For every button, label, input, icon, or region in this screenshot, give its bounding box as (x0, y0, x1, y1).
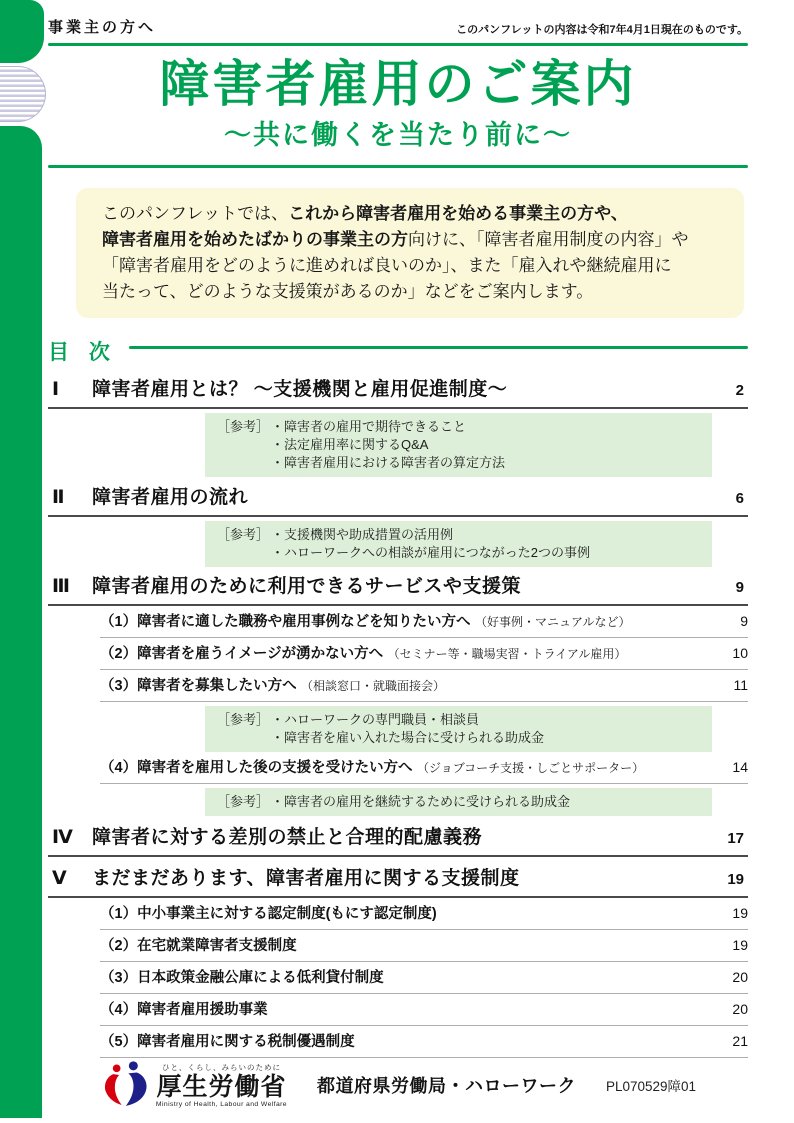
toc-sub-label: （3）障害者を募集したい方へ (100, 678, 297, 694)
toc-numeral: Ⅰ (52, 379, 60, 400)
spine-tab-green (0, 0, 44, 63)
date-note: このパンフレットの内容は令和7年4月1日現在のものです。 (456, 24, 748, 36)
intro-text: 向けに、「障害者雇用制度の内容」や (408, 230, 689, 249)
reference-label: ［参考］ (217, 712, 270, 727)
toc-page-number: 19 (732, 905, 748, 921)
header-rule (48, 43, 748, 46)
intro-text: 当たって、どのような支援策があるのか」などをご案内します。 (102, 282, 594, 301)
toc-title: 障害者に対する差別の禁止と合理的配慮義務 (92, 827, 483, 848)
toc-subitem-3-2[interactable] (100, 644, 748, 670)
intro-text-bold: 障害者雇用を始めたばかりの事業主の方 (102, 230, 408, 249)
toc-title: まだまだあります、障害者雇用に関する支援制度 (92, 868, 520, 889)
toc-page-number: 9 (735, 579, 744, 596)
toc-heading-rule (129, 346, 748, 349)
toc-heading-row (48, 336, 748, 366)
reference-box (205, 413, 712, 477)
intro-text: このパンフレットでは、 (102, 204, 289, 223)
toc-sub-label: （1）中小事業主に対する認定制度(もにす認定制度) (100, 906, 437, 922)
intro-text-bold: これから障害者雇用を始める事業主の方や、 (288, 204, 628, 223)
toc-numeral: Ⅲ (52, 576, 70, 597)
toc-item-4[interactable] (48, 826, 748, 857)
toc-sub-label: （4）障害者雇用援助事業 (100, 1002, 268, 1018)
reference-label: ［参考］ (217, 794, 270, 809)
toc-title: 障害者雇用のために利用できるサービスや支援策 (92, 576, 522, 597)
toc-page-number: 14 (732, 759, 748, 775)
spine-tab-striped (0, 66, 46, 122)
mhlw-logo-icon (100, 1060, 150, 1110)
mhlw-logo-text (156, 1062, 287, 1108)
reference-box (205, 521, 712, 567)
toc-item-2[interactable] (48, 486, 748, 517)
reference-label: ［参考］ (217, 419, 270, 434)
toc-numeral: Ⅳ (52, 827, 73, 848)
toc-page-number: 9 (740, 613, 748, 629)
toc-title: 障害者雇用の流れ (92, 487, 249, 508)
toc-subitem-5-4[interactable] (100, 1000, 748, 1026)
toc-page-number: 2 (735, 382, 744, 399)
reference-box (205, 788, 712, 816)
toc-sub-label: （4）障害者を雇用した後の支援を受けたい方へ (100, 760, 413, 776)
toc-subitem-5-1[interactable] (100, 904, 748, 930)
labor-bureau-label: 都道府県労働局・ハローワーク (316, 1076, 576, 1096)
audience-label: 事業主の方へ (48, 19, 157, 36)
toc-subitem-3-1[interactable] (100, 612, 748, 638)
toc-page-number: 20 (732, 969, 748, 985)
toc-subitem-5-3[interactable] (100, 968, 748, 994)
reference-box (205, 706, 712, 752)
toc-item-1[interactable] (48, 378, 748, 409)
reference-line: ・支援機関や助成措置の活用例 (271, 527, 454, 542)
toc-item-3[interactable] (48, 575, 748, 606)
reference-label: ［参考］ (217, 527, 270, 542)
toc-page-number: 11 (733, 677, 748, 693)
page-title: 障害者雇用のご案内 (159, 56, 637, 112)
reference-line: ・法定雇用率に関するQ&A (271, 437, 429, 452)
toc-sub-label: （5）障害者雇用に関する税制優遇制度 (100, 1034, 355, 1050)
mhlw-name: 厚生労働省 (156, 1073, 287, 1101)
mhlw-name-en: Ministry of Health, Labour and Welfare (155, 1101, 287, 1108)
toc-numeral: Ⅴ (52, 868, 67, 889)
mhlw-logo (100, 1060, 287, 1110)
toc-sub-note: （ジョブコーチ支援・しごとサポーター） (417, 761, 645, 775)
toc-sub-note: （好事例・マニュアルなど） (475, 615, 631, 629)
reference-line: ・障害者の雇用で期待できること (271, 419, 467, 434)
reference-line: ・障害者雇用における障害者の算定方法 (271, 455, 506, 470)
reference-line: ・ハローワークへの相談が雇用につながった2つの事例 (271, 545, 590, 560)
toc-page-number: 10 (732, 645, 748, 661)
toc-sub-label: （3）日本政策金融公庫による低利貸付制度 (100, 970, 384, 986)
toc-page-number: 19 (727, 871, 744, 888)
toc-page-number: 17 (727, 830, 744, 847)
toc-page-number: 6 (735, 490, 744, 507)
toc-sub-label: （2）障害者を雇うイメージが湧かない方へ (100, 646, 384, 662)
page-header (48, 0, 748, 37)
intro-box (76, 188, 744, 318)
page-content (48, 0, 748, 1058)
page-footer (48, 1055, 748, 1115)
reference-line: ・障害者を雇い入れた場合に受けられる助成金 (271, 730, 545, 745)
toc-sub-note: （相談窓口・就職面接会） (301, 679, 446, 693)
toc-sub-note: （セミナー等・職場実習・トライアル雇用） (387, 647, 627, 661)
toc-sub-label: （2）在宅就業障害者支援制度 (100, 938, 297, 954)
toc-title: 障害者雇用とは？ ～支援機関と雇用促進制度～ (92, 379, 508, 400)
reference-line: ・ハローワークの専門職員・相談員 (271, 712, 480, 727)
toc-sub-label: （1）障害者に適した職務や雇用事例などを知りたい方へ (100, 614, 471, 630)
mhlw-tagline: ひと、くらし、みらいのために (161, 1063, 281, 1072)
toc-item-5[interactable] (48, 867, 748, 898)
reference-line: ・障害者の雇用を継続するために受けられる助成金 (271, 794, 571, 809)
toc-page-number: 21 (732, 1033, 748, 1049)
page-subtitle: ～共に働くを当たり前に～ (224, 120, 572, 150)
toc-page-number: 19 (732, 937, 748, 953)
toc-page-number: 20 (732, 1001, 748, 1017)
toc-subitem-3-4[interactable] (100, 758, 748, 784)
binder-spine (0, 126, 42, 1118)
intro-text: 「障害者雇用をどのように進めれば良いのか」、また「雇入れや継続雇用に (102, 256, 672, 275)
document-code: PL070529障01 (605, 1079, 697, 1094)
toc-subitem-3-3[interactable] (100, 676, 748, 702)
title-rule (48, 165, 748, 168)
toc-heading: 目 次 (48, 341, 117, 364)
toc-numeral: Ⅱ (52, 487, 65, 508)
toc-subitem-5-2[interactable] (100, 936, 748, 962)
